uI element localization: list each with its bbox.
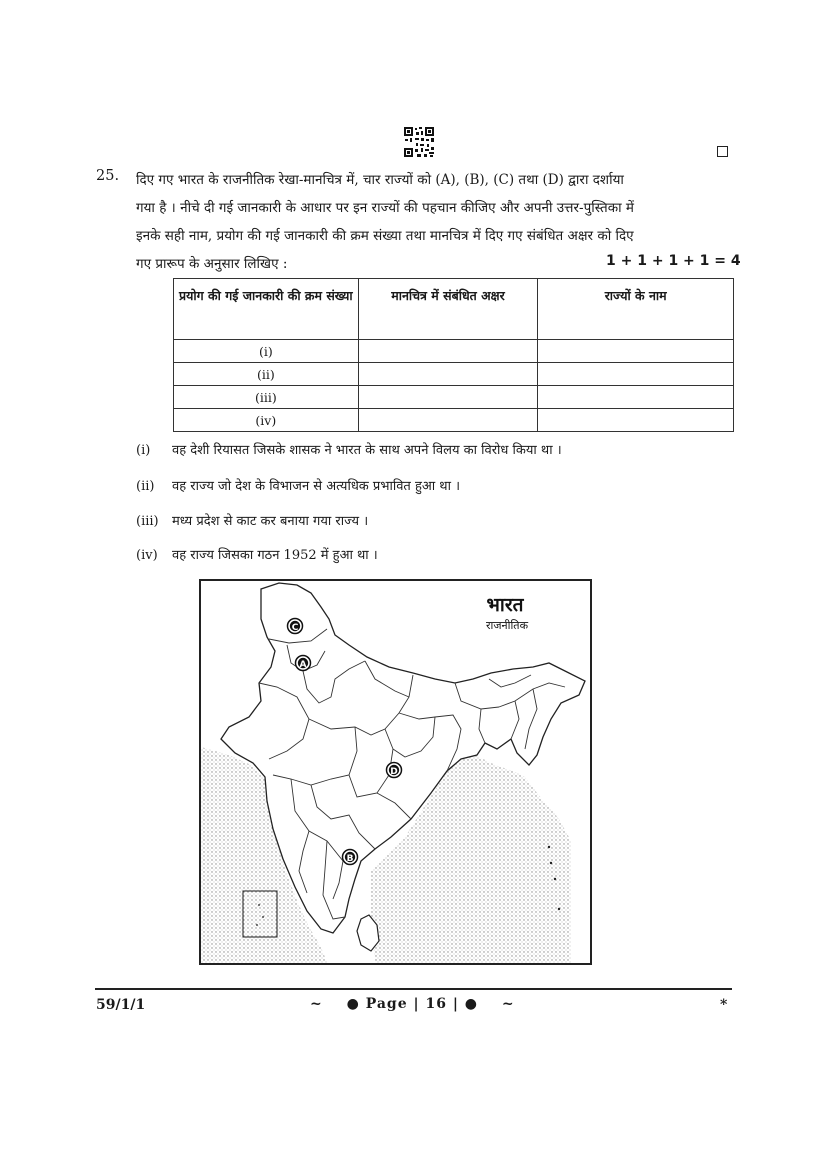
paper-code: 59/1/1 <box>96 997 146 1013</box>
bullet-icon: ● <box>346 996 360 1012</box>
tilde-left: ~ <box>310 996 323 1012</box>
table-row <box>174 340 734 363</box>
row-serial: (ii) <box>174 363 359 386</box>
table-row <box>174 386 734 409</box>
clue-number: (iii) <box>136 514 159 529</box>
marker-d <box>387 763 402 778</box>
header-serial: प्रयोग की गई जानकारी की क्रम संख्या <box>174 279 359 340</box>
clue-text: वह राज्य जिसका गठन 1952 में हुआ था । <box>172 548 378 563</box>
table-row <box>174 363 734 386</box>
letter-cell <box>358 409 538 432</box>
question-line: गया है । नीचे दी गई जानकारी के आधार पर इन राज्यों की पहचान कीजिए और अपनी उत्तर-पुस्तिका में <box>136 200 634 216</box>
marker-b <box>343 850 358 865</box>
question-line: इनके सही नाम, प्रयोग की गई जानकारी की क्रम संख्या तथा मानचित्र में दिए गए संबंधित अक्षर को दिए <box>136 228 634 244</box>
qr-code <box>403 126 435 158</box>
clue-item <box>136 545 378 563</box>
letter-cell <box>358 363 538 386</box>
marker-b-label: B <box>346 854 354 864</box>
marker-c-label: C <box>291 623 299 633</box>
clue-number: (i) <box>136 443 151 458</box>
island-dot <box>548 846 550 848</box>
row-serial: (i) <box>174 340 359 363</box>
header-letter: मानचित्र में संबंधित अक्षर <box>358 279 538 340</box>
state-cell <box>538 386 734 409</box>
map-title: भारत <box>486 594 524 616</box>
page-number: Page | 16 | <box>365 996 459 1012</box>
marker-d-label: D <box>390 767 398 777</box>
state-cell <box>538 340 734 363</box>
clue-text: मध्य प्रदेश से काट कर बनाया गया राज्य । <box>172 514 369 529</box>
clue-text: वह राज्य जो देश के विभाजन से अत्यधिक प्रभावित हुआ था । <box>172 479 461 494</box>
island-dot <box>258 904 260 906</box>
island-dot <box>550 862 552 864</box>
island-dot <box>256 924 258 926</box>
clue-text: वह देशी रियासत जिसके शासक ने भारत के साथ अपने विलय का विरोध किया था । <box>172 443 562 458</box>
india-political-map <box>199 579 592 965</box>
clue-item <box>136 476 460 494</box>
table-header-row <box>174 279 734 340</box>
page-indicator <box>310 996 515 1012</box>
footer-star: * <box>720 997 728 1013</box>
island-dot <box>554 878 556 880</box>
question-line: दिए गए भारत के राजनीतिक रेखा-मानचित्र में, चार राज्यों को (A), (B), (C) तथा (D) द्वारा दर्शाया <box>136 172 624 188</box>
row-serial: (iii) <box>174 386 359 409</box>
answer-table <box>173 278 734 432</box>
map-subtitle: राजनीतिक <box>485 619 529 632</box>
marker-c <box>288 619 303 634</box>
question-line: गए प्रारूप के अनुसार लिखिए : <box>136 256 288 272</box>
marker-a <box>296 656 311 671</box>
header-state-name: राज्यों के नाम <box>538 279 734 340</box>
clue-number: (ii) <box>136 479 155 494</box>
letter-cell <box>358 340 538 363</box>
clue-number: (iv) <box>136 548 158 563</box>
question-number: 25. <box>96 168 120 184</box>
tilde-right: ~ <box>501 996 515 1012</box>
marker-a-label: A <box>299 660 307 670</box>
state-cell <box>538 409 734 432</box>
clue-item <box>136 511 368 529</box>
island-dot <box>262 916 264 918</box>
marks-allocation: 1 + 1 + 1 + 1 = 4 <box>606 253 741 269</box>
table-row <box>174 409 734 432</box>
state-cell <box>538 363 734 386</box>
footer-divider <box>95 988 732 990</box>
bullet-icon: ● <box>464 996 479 1012</box>
marker-box <box>717 146 728 157</box>
row-serial: (iv) <box>174 409 359 432</box>
island-dot <box>558 908 560 910</box>
letter-cell <box>358 386 538 409</box>
clue-item <box>136 440 562 458</box>
